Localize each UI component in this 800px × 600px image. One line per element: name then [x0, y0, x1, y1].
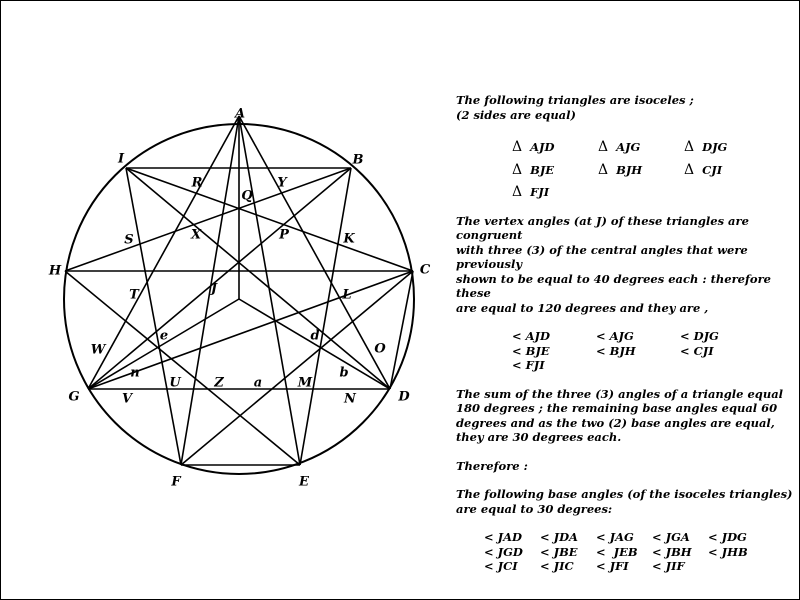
- triangle-item: [512, 140, 598, 155]
- base-angle: < JGD: [484, 544, 523, 559]
- base-angle: < JIF: [652, 559, 685, 573]
- point-label-N: N: [344, 391, 356, 407]
- point-label-D: D: [398, 389, 410, 405]
- point-label-T: T: [129, 287, 139, 303]
- vertex-angle-explanation: [456, 214, 796, 316]
- base-angle: < JHB: [708, 544, 748, 559]
- point-label-a: a: [253, 375, 263, 391]
- base-angle: < JCI: [484, 559, 518, 573]
- vertex-angle: < DJG: [680, 329, 719, 343]
- triangle-name: DJG: [702, 140, 728, 154]
- point-label-n: n: [130, 365, 140, 381]
- para2-line: shown to be equal to 40 degrees each : therefore these: [456, 271, 771, 300]
- vertex-angle: < BJE: [512, 343, 550, 358]
- isoceles-triangle-list: [512, 140, 796, 200]
- vertex-angle: < CJI: [680, 343, 714, 358]
- base-angle-intro: [456, 487, 796, 516]
- vertex-angle: < BJH: [596, 343, 636, 358]
- segment-BE: [300, 168, 351, 465]
- triangle-item: [512, 163, 598, 178]
- triangle-item: [598, 140, 684, 155]
- triangle-icon: Δ: [598, 139, 609, 155]
- point-label-E: E: [299, 474, 309, 490]
- point-label-X: X: [190, 227, 202, 243]
- base-angle: < JAG: [596, 530, 634, 544]
- triangle-icon: Δ: [512, 139, 523, 155]
- segment-CD: [390, 271, 413, 389]
- intro-text: [456, 93, 796, 122]
- base-angle: < JBH: [652, 544, 692, 559]
- point-label-W: W: [90, 342, 106, 358]
- para3-line: they are 30 degrees each.: [456, 430, 622, 444]
- triangle-name: CJI: [702, 162, 723, 177]
- triangle-icon: Δ: [684, 161, 695, 178]
- vertex-angle: < AJD: [512, 329, 550, 343]
- triangle-item: [684, 140, 770, 155]
- vertex-angle-list: [512, 329, 796, 373]
- vertex-angle: < FJI: [512, 358, 545, 372]
- point-label-A: A: [234, 106, 246, 122]
- triangle-icon: Δ: [598, 161, 609, 178]
- para3-line: The sum of the three (3) angles of a triangle equal: [456, 386, 784, 401]
- segment-FI: [126, 168, 181, 465]
- explanation-panel: [456, 93, 796, 574]
- point-label-H: H: [48, 263, 62, 279]
- point-label-d: d: [310, 328, 320, 344]
- point-label-R: R: [191, 175, 203, 191]
- para2-line: with three (3) of the central angles that were previously: [456, 242, 748, 271]
- triangle-icon: Δ: [512, 161, 523, 178]
- base-angle-explanation: [456, 387, 796, 445]
- segment-AD: [239, 116, 390, 389]
- base-angle: < JEB: [596, 544, 638, 559]
- triangle-icon: Δ: [512, 184, 523, 200]
- triangle-item: [598, 163, 684, 178]
- nonagon-diagram: [1, 1, 451, 599]
- point-label-V: V: [121, 391, 133, 407]
- therefore-heading: Therefore :: [456, 458, 528, 473]
- para2-line: are equal to 120 degrees and they are ,: [456, 300, 709, 315]
- triangle-name: BJE: [530, 162, 555, 177]
- diagram-lines: [65, 116, 413, 465]
- point-label-b: b: [339, 365, 349, 381]
- para3-line: degrees and as the two (2) base angles are equal,: [456, 415, 775, 430]
- para3-line: 180 degrees ; the remaining base angles equal 60: [456, 401, 778, 415]
- base-angle-list: [484, 530, 796, 574]
- base-angle: < JFI: [596, 559, 629, 573]
- point-label-U: U: [169, 375, 181, 391]
- point-label-O: O: [374, 341, 386, 357]
- triangle-name: BJH: [616, 162, 643, 177]
- point-label-F: F: [171, 474, 181, 490]
- point-label-S: S: [124, 232, 134, 248]
- point-label-J: J: [210, 281, 218, 297]
- point-label-G: G: [68, 389, 80, 405]
- point-label-L: L: [342, 287, 352, 303]
- base-angle: < JDA: [540, 530, 578, 544]
- base-angle: < JBE: [540, 544, 578, 559]
- triangle-item: [684, 163, 770, 178]
- point-label-Q: Q: [241, 188, 253, 204]
- triangle-name: AJG: [616, 140, 641, 154]
- triangle-icon: Δ: [684, 139, 695, 155]
- vertex-angle: < AJG: [596, 329, 634, 343]
- para4-line: are equal to 30 degrees:: [456, 501, 613, 516]
- triangle-item: [512, 185, 598, 200]
- point-label-e: e: [159, 328, 169, 344]
- triangle-name: AJD: [530, 140, 555, 154]
- base-angle: < JAD: [484, 530, 522, 544]
- triangle-name: FJI: [530, 185, 550, 199]
- base-angle: < JDG: [708, 530, 747, 544]
- para2-line: The vertex angles (at J) of these triangles are congruent: [456, 213, 749, 242]
- point-label-C: C: [419, 262, 431, 278]
- point-label-Z: Z: [214, 375, 224, 391]
- intro-line-1: The following triangles are isoceles ;: [456, 93, 694, 107]
- base-angle: < JGA: [652, 530, 690, 544]
- point-label-P: P: [279, 227, 289, 243]
- point-label-I: I: [117, 151, 125, 167]
- point-label-K: K: [343, 231, 355, 247]
- intro-line-2: (2 sides are equal): [456, 107, 576, 122]
- point-label-Y: Y: [277, 175, 287, 191]
- point-label-M: M: [297, 375, 313, 391]
- base-angle: < JIC: [540, 559, 574, 573]
- point-label-B: B: [352, 152, 364, 168]
- para4-line: The following base angles (of the isoceles triangles): [456, 487, 793, 501]
